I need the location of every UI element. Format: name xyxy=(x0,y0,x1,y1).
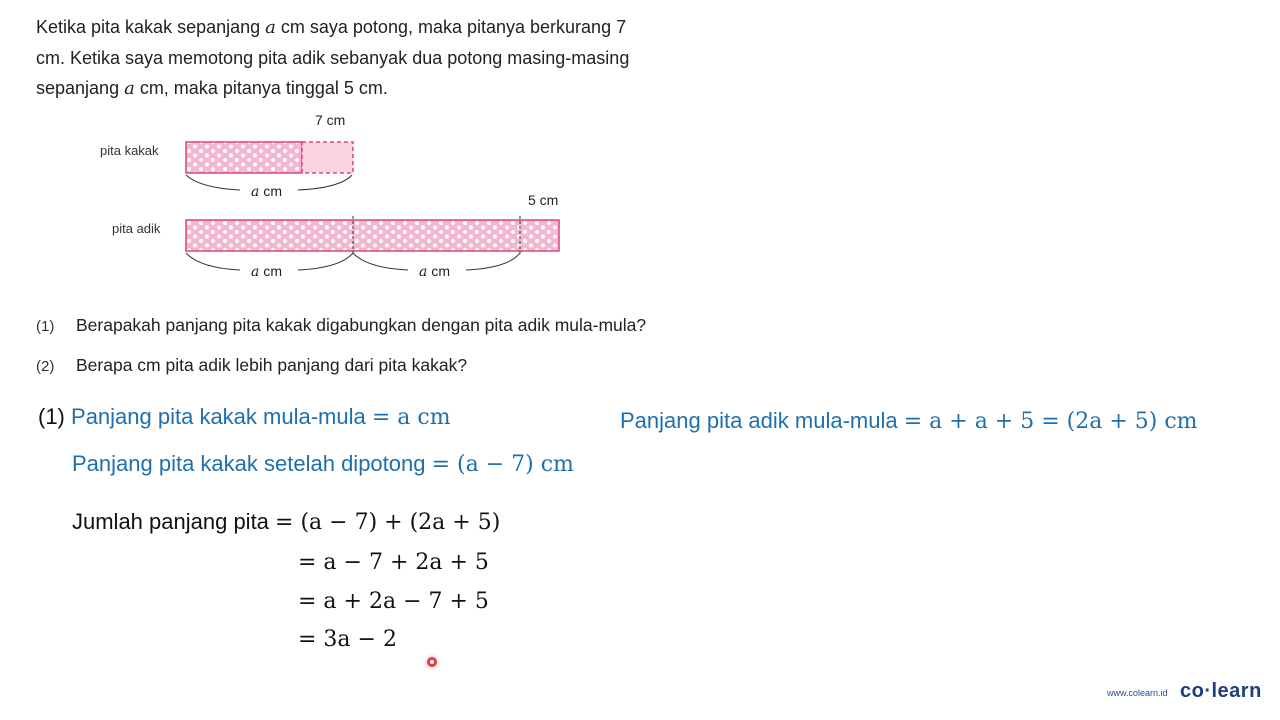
problem-line-3: sepanjang a cm, maka pitanya tinggal 5 cm. xyxy=(36,78,388,99)
solution-sum: Jumlah panjang pita = (a − 7) + (2a + 5) xyxy=(72,509,501,535)
solution-step-3: = 3a − 2 xyxy=(298,627,397,652)
solution-step-1: = a − 7 + 2a + 5 xyxy=(298,550,489,575)
kakak-ribbon-remaining xyxy=(186,142,302,173)
brand-logo: co·learn xyxy=(1180,680,1262,702)
brand-url: www.colearn.id xyxy=(1107,688,1168,698)
adik-label: pita adik xyxy=(112,221,161,236)
adik-a-label-2: a cm xyxy=(419,263,451,280)
problem-statement xyxy=(36,12,676,104)
problem-line-2: cm. Ketika saya memotong pita adik sebanyak dua potong masing-masing xyxy=(36,48,630,68)
problem-line-1: Ketika pita kakak sepanjang a cm saya potong, maka pitanya berkurang 7 xyxy=(36,17,627,38)
question-2: (2) Berapa cm pita adik lebih panjang dari pita kakak? xyxy=(36,355,468,375)
ribbon-diagram xyxy=(0,100,620,290)
kakak-ribbon-cut xyxy=(302,142,353,173)
kakak-label: pita kakak xyxy=(100,143,159,158)
adik-ribbon xyxy=(186,220,559,251)
solution-adik-initial: Panjang pita adik mula-mula = a + a + 5 = (2a + 5) cm xyxy=(620,408,1198,434)
adik-remaining-label: 5 cm xyxy=(528,192,559,208)
question-1: (1) Berapakah panjang pita kakak digabungkan dengan pita adik mula-mula? xyxy=(36,315,647,335)
kakak-a-label: a cm xyxy=(251,183,283,200)
solution-step-2: = a + 2a − 7 + 5 xyxy=(298,589,489,614)
pointer-dot xyxy=(427,657,437,667)
solution-kakak-after: Panjang pita kakak setelah dipotong = (a − 7) cm xyxy=(72,451,574,477)
solution-kakak-initial: (1) Panjang pita kakak mula-mula = a cm xyxy=(38,404,451,430)
adik-a-label-1: a cm xyxy=(251,263,283,280)
kakak-cut-label: 7 cm xyxy=(315,112,346,128)
